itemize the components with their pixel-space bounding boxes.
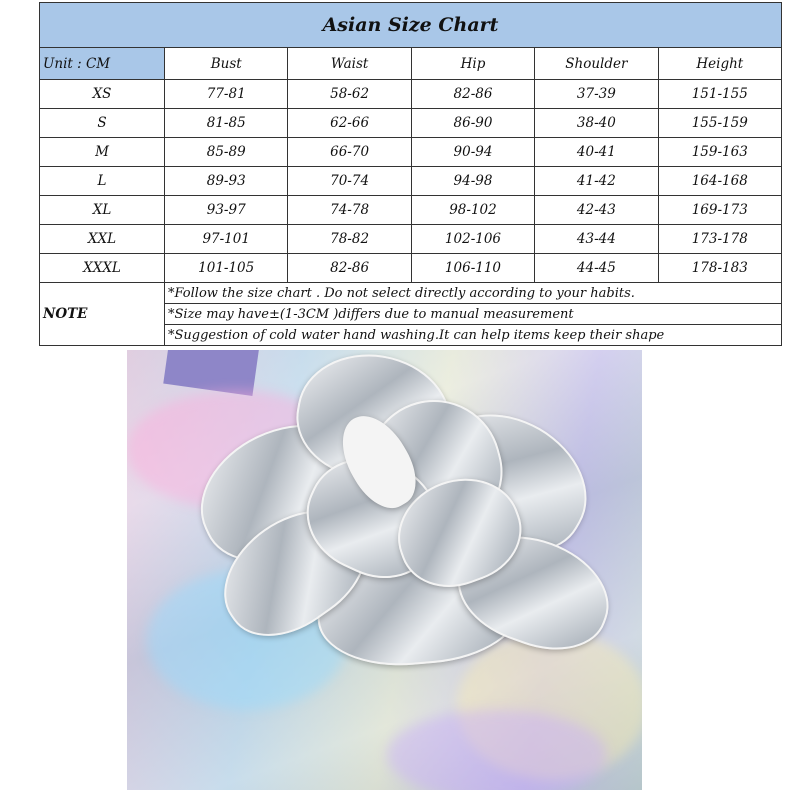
size-label: L xyxy=(40,167,165,196)
size-row xyxy=(40,109,782,138)
measurement-cell: 155-159 xyxy=(658,109,781,138)
column-header: Hip xyxy=(411,48,534,80)
size-label: S xyxy=(40,109,165,138)
size-rows xyxy=(40,80,782,283)
measurement-cell: 44-45 xyxy=(535,254,658,283)
measurement-cell: 38-40 xyxy=(535,109,658,138)
size-row xyxy=(40,138,782,167)
measurement-cell: 41-42 xyxy=(535,167,658,196)
measurement-cell: 94-98 xyxy=(411,167,534,196)
measurement-cell: 89-93 xyxy=(165,167,288,196)
size-row xyxy=(40,80,782,109)
size-label: XXXL xyxy=(40,254,165,283)
measurement-cell: 86-90 xyxy=(411,109,534,138)
measurement-cell: 98-102 xyxy=(411,196,534,225)
size-label: XS xyxy=(40,80,165,109)
product-photo xyxy=(127,350,642,790)
measurement-cell: 97-101 xyxy=(165,225,288,254)
unit-label: Unit : CM xyxy=(40,48,165,80)
measurement-cell: 173-178 xyxy=(658,225,781,254)
column-header: Height xyxy=(658,48,781,80)
size-row xyxy=(40,225,782,254)
size-chart-table xyxy=(39,2,782,346)
measurement-cell: 169-173 xyxy=(658,196,781,225)
measurement-cell: 82-86 xyxy=(288,254,411,283)
measurement-cell: 101-105 xyxy=(165,254,288,283)
measurement-cell: 85-89 xyxy=(165,138,288,167)
measurement-cell: 151-155 xyxy=(658,80,781,109)
column-header: Bust xyxy=(165,48,288,80)
measurement-cell: 106-110 xyxy=(411,254,534,283)
size-row xyxy=(40,167,782,196)
strap-detail xyxy=(163,350,260,396)
measurement-cell: 58-62 xyxy=(288,80,411,109)
measurement-cell: 78-82 xyxy=(288,225,411,254)
size-row xyxy=(40,196,782,225)
column-header: Waist xyxy=(288,48,411,80)
chart-title: Asian Size Chart xyxy=(40,3,782,48)
measurement-cell: 164-168 xyxy=(658,167,781,196)
measurement-cell: 40-41 xyxy=(535,138,658,167)
column-header: Shoulder xyxy=(535,48,658,80)
measurement-cell: 37-39 xyxy=(535,80,658,109)
measurement-cell: 82-86 xyxy=(411,80,534,109)
note-line: *Size may have±(1-3CM )differs due to manual measurement xyxy=(165,304,782,325)
size-row xyxy=(40,254,782,283)
note-line: *Suggestion of cold water hand washing.It can help items keep their shape xyxy=(165,325,782,346)
measurement-cell: 81-85 xyxy=(165,109,288,138)
measurement-cell: 66-70 xyxy=(288,138,411,167)
measurement-cell: 93-97 xyxy=(165,196,288,225)
note-line: *Follow the size chart . Do not select directly according to your habits. xyxy=(165,283,782,304)
measurement-cell: 102-106 xyxy=(411,225,534,254)
measurement-cell: 90-94 xyxy=(411,138,534,167)
measurement-cell: 74-78 xyxy=(288,196,411,225)
holographic-sheen xyxy=(387,710,607,790)
measurement-cell: 159-163 xyxy=(658,138,781,167)
measurement-cell: 77-81 xyxy=(165,80,288,109)
measurement-cell: 43-44 xyxy=(535,225,658,254)
measurement-cell: 42-43 xyxy=(535,196,658,225)
size-label: XXL xyxy=(40,225,165,254)
measurement-cell: 178-183 xyxy=(658,254,781,283)
note-label: NOTE xyxy=(40,283,165,346)
measurement-cell: 62-66 xyxy=(288,109,411,138)
size-label: XL xyxy=(40,196,165,225)
measurement-cell: 70-74 xyxy=(288,167,411,196)
size-label: M xyxy=(40,138,165,167)
